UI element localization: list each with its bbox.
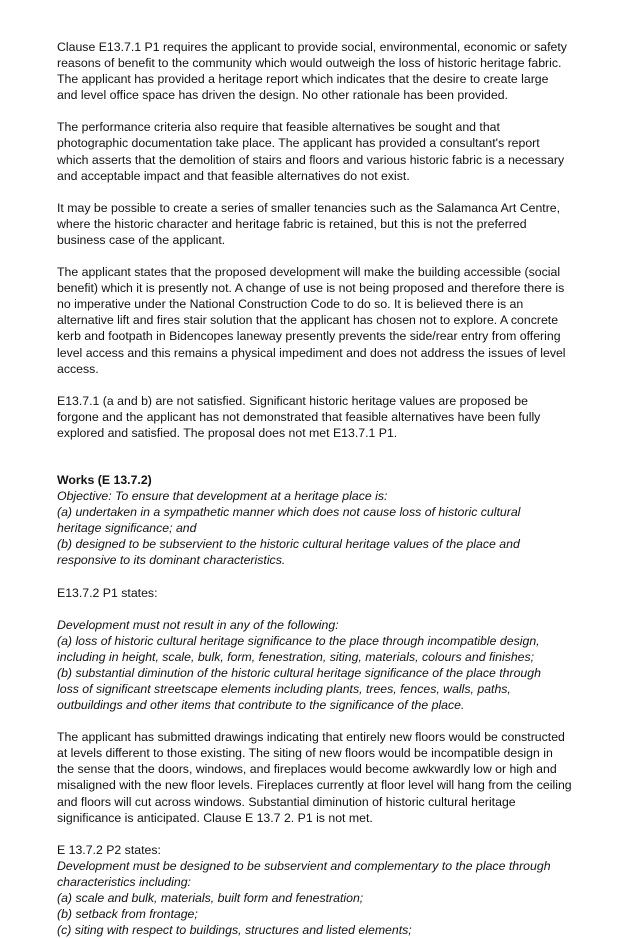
paragraph-smaller-tenancies: It may be possible to create a series of smaller tenancies such as the Salamanca Art Centre, where the historic character and heritage fabric is retained, but this is not the preferred business case of the applicant. bbox=[57, 200, 561, 247]
document-body bbox=[57, 39, 577, 938]
p1-states-label: E13.7.2 P1 states: bbox=[57, 585, 158, 600]
paragraph-performance-criteria: The performance criteria also require that feasible alternatives be sought and that photographic documentation take place. The applicant has provided a consultant's report which asserts that the demolition of stairs and floors and various historic fabric is a necessary and acceptable impact and that feasible alternatives do not exist. bbox=[57, 120, 565, 183]
p2-states-label: E 13.7.2 P2 states: bbox=[57, 842, 161, 857]
paragraph-accessibility: The applicant states that the proposed development will make the building accessible (social benefit) which it is presently not. A change of use is not being proposed and therefore there is no imperative under the National Construction Code to do so. It is believed there is an alternative lift and fires stair solution that the applicant has chosen not to explore. A concrete kerb and footpath in Bidencopes laneway presently prevents the side/rear entry from offering level access and this remains a physical impediment and does not address the issues of level access. bbox=[57, 265, 566, 376]
p1-standard-text: Development must not result in any of the following: (a) loss of historic cultural heritage significance to the place through incompatible design, including in height, scale, bulk, form, fenestration, siting, materials, colours and finishes; (b) substantial diminution of the historic cultural heritage significance of the place through loss of significant streetscape elements including plants, trees, fences, walls, paths, outbuildings and other items that contribute to the significance of the place. bbox=[57, 617, 541, 713]
p2-standard-text: Development must be designed to be subservient and complementary to the place through characteristics including: (a) scale and bulk, materials, built form and fenestration; (b) setback from frontage; (c) siting with respect to buildings, structures and listed elements; bbox=[57, 858, 551, 938]
paragraph-new-floors: The applicant has submitted drawings indicating that entirely new floors would be constructed at levels different to those existing. The siting of new floors would be incompatible design in the sense that the doors, windows, and fireplaces would become awkwardly low or high and misaligned with the new floor levels. Fireplaces currently at floor level will hang from the ceiling and floors will cut across windows. Substantial diminution of historic cultural heritage significance is anticipated. Clause E 13.7 2. P1 is not met. bbox=[57, 730, 572, 825]
paragraph-not-satisfied: E13.7.1 (a and b) are not satisfied. Significant historic heritage values are proposed be forgone and the applicant has not demonstrated that feasible alternatives have been fully explored and satisfied. The proposal does not met E13.7.1 P1. bbox=[57, 393, 541, 440]
works-heading: Works (E 13.7.2) bbox=[57, 472, 152, 487]
paragraph-benefit-requirement: Clause E13.7.1 P1 requires the applicant to provide social, environmental, economic or safety reasons of benefit to the community which would outweigh the loss of historic heritage fabric. The applicant has provided a heritage report which indicates that the desire to create large and level office space has driven the design. No other rationale has been provided. bbox=[57, 40, 567, 103]
works-objective: Objective: To ensure that development at a heritage place is: (a) undertaken in a sympathetic manner which does not cause loss of historic cultural heritage significance; and (b) designed to be subservient to the historic cultural heritage values of the place and responsive to its dominant characteristics. bbox=[57, 489, 521, 568]
